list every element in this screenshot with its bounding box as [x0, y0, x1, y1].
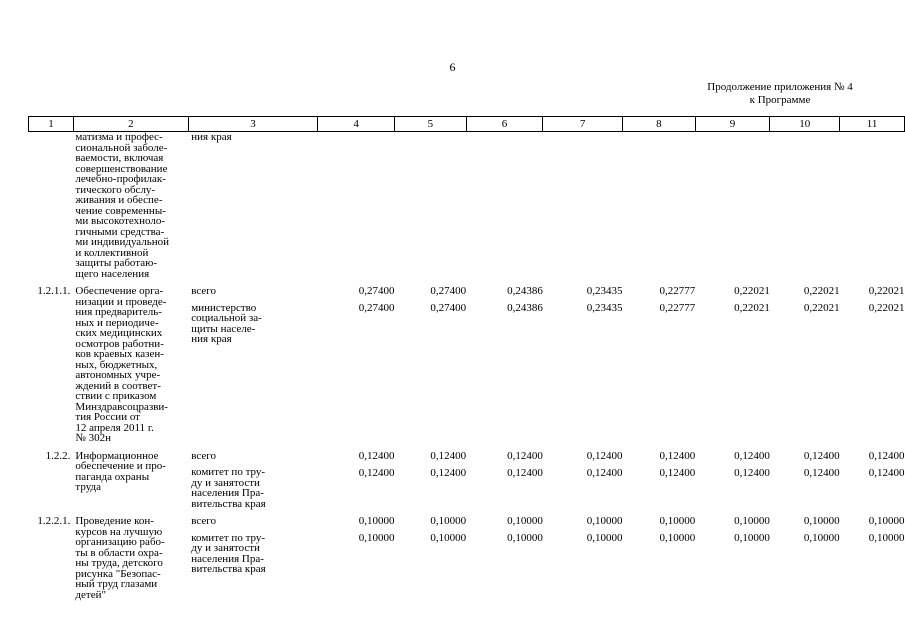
- row-number: 1.2.1.1.: [37, 285, 71, 297]
- measure-name-line: № 302н: [75, 432, 112, 444]
- value-cell: [318, 286, 395, 444]
- column-header: 3: [188, 117, 318, 132]
- value: 0,27400: [430, 285, 467, 297]
- value: 0,12400: [507, 466, 543, 479]
- executor-line: ния края: [191, 333, 232, 345]
- value-cell: [770, 451, 840, 510]
- measure-name: [73, 132, 188, 280]
- value: 0,22777: [659, 302, 696, 314]
- value-cell: [466, 516, 543, 600]
- measure-name-line: и коллективной: [75, 246, 149, 259]
- value-cell: [394, 132, 466, 280]
- value-cell: [543, 451, 623, 510]
- executor-block: [191, 451, 318, 462]
- measure-name-line: Информационное: [75, 449, 159, 462]
- value-cell: [695, 132, 770, 280]
- measure-name-line: лечебно-профилак-: [75, 173, 166, 185]
- value-cell: [623, 132, 696, 280]
- column-number-row: [29, 117, 905, 132]
- value: 0,22777: [659, 285, 696, 297]
- value: 0,10000: [430, 532, 467, 544]
- value-cell: [623, 451, 696, 510]
- measure-name-line: Минздравсоцразви-: [75, 400, 168, 413]
- measure-name-line: рисунка "Безопас-: [75, 567, 161, 580]
- value: 0,23435: [586, 302, 623, 314]
- measure-name-line: ты в области охра-: [75, 546, 163, 559]
- column-header: 2: [73, 117, 188, 132]
- measure-name-line: ских медицинских: [75, 327, 163, 339]
- measure-name-line: живания и обеспе-: [75, 194, 163, 206]
- executor: [188, 132, 318, 280]
- value-cell: [770, 286, 840, 444]
- value: 0,27400: [430, 302, 467, 314]
- column-header: 11: [840, 117, 905, 132]
- table-row: [29, 516, 905, 600]
- executor-line: социальной за-: [191, 312, 262, 324]
- continuation-note: [640, 81, 905, 107]
- value: 0,10000: [803, 532, 840, 544]
- measure-name-line: 12 апреля 2011 г.: [75, 421, 154, 434]
- executor-line: комитет по тру-: [191, 531, 266, 544]
- value: 0,22021: [734, 285, 770, 297]
- executor-block: [191, 303, 318, 345]
- executor-block: [191, 286, 318, 297]
- measure-name-line: ми индивидуальной: [75, 236, 170, 248]
- executor-line: вительства края: [191, 497, 266, 510]
- value: 0,12400: [868, 466, 905, 479]
- continuation-line-1: Продолжение приложения № 4: [707, 81, 853, 93]
- value: 0,10000: [586, 532, 623, 544]
- measure-name-line: чение современны-: [75, 204, 166, 217]
- row-number: 1.2.2.: [45, 449, 71, 462]
- measure-name-line: автономных учре-: [75, 369, 161, 381]
- executor-line: ния края: [191, 131, 232, 143]
- executor-line: населения Пра-: [191, 552, 264, 565]
- table-row: [29, 451, 905, 510]
- measure-name-line: тического обслу-: [75, 183, 156, 196]
- measure-name-line: ждений в соответ-: [75, 379, 161, 392]
- value: 0,12400: [586, 449, 623, 462]
- value: 0,10000: [803, 515, 840, 527]
- value-cell: [695, 451, 770, 510]
- measure-name: [73, 516, 188, 600]
- column-header: 10: [770, 117, 840, 132]
- value: 0,12400: [734, 466, 770, 479]
- value: 0,24386: [507, 302, 543, 314]
- continuation-line-2: к Программе: [749, 94, 811, 106]
- value: 0,10000: [868, 532, 905, 544]
- measure-name-line: матизма и профес-: [75, 131, 163, 143]
- value: 0,27400: [358, 285, 395, 297]
- value: 0,12400: [507, 449, 543, 462]
- executor-block: [191, 516, 318, 527]
- column-header: 8: [623, 117, 696, 132]
- value: 0,24386: [507, 285, 543, 297]
- table-row: [29, 286, 905, 444]
- executor: [188, 516, 318, 600]
- measure-name-line: Обеспечение орга-: [75, 285, 164, 297]
- value: 0,10000: [507, 515, 543, 527]
- executor-line: ду и занятости: [191, 542, 260, 554]
- row-spacer: [29, 444, 905, 451]
- row-number: [29, 132, 74, 280]
- value: 0,22021: [803, 285, 840, 297]
- value: 0,10000: [734, 515, 770, 527]
- measure-name-line: ных и периодиче-: [75, 316, 159, 329]
- value: 0,10000: [430, 515, 467, 527]
- value-cell: [840, 451, 905, 510]
- value-cell: [543, 286, 623, 444]
- measure-name-line: осмотров работни-: [75, 337, 164, 350]
- table-body: [29, 132, 905, 601]
- value: 0,22021: [734, 302, 770, 314]
- value-cell: [840, 132, 905, 280]
- column-header: 7: [543, 117, 623, 132]
- executor-line: всего: [191, 449, 217, 462]
- value-cell: [695, 516, 770, 600]
- row-spacer: [29, 509, 905, 516]
- executor-line: министерство: [191, 301, 257, 314]
- executor: [188, 451, 318, 510]
- value: 0,12400: [803, 449, 840, 462]
- measure-name-line: совершенствование: [75, 162, 168, 175]
- value: 0,12400: [734, 449, 770, 462]
- value-cell: [840, 516, 905, 600]
- measure-name-line: ми высокотехноло-: [75, 215, 166, 227]
- value: 0,10000: [358, 515, 395, 527]
- value: 0,10000: [659, 532, 696, 544]
- measure-name-line: сиональной заболе-: [75, 141, 168, 154]
- row-spacer-cell: [29, 444, 905, 451]
- executor-line: всего: [191, 285, 217, 297]
- measure-name-line: труда: [75, 481, 102, 493]
- value: 0,10000: [358, 532, 395, 544]
- executor: [188, 286, 318, 444]
- value: 0,27400: [358, 302, 395, 314]
- value: 0,22021: [868, 302, 905, 314]
- measure-name-line: ны труда, детского: [75, 557, 163, 569]
- value: 0,10000: [734, 532, 770, 544]
- measure-name-line: низации и проведе-: [75, 295, 167, 308]
- value: 0,12400: [358, 466, 395, 479]
- value-cell: [318, 132, 395, 280]
- value: 0,12400: [659, 466, 696, 479]
- value: 0,12400: [868, 449, 905, 462]
- value-cell: [394, 451, 466, 510]
- column-header: 6: [466, 117, 543, 132]
- value-cell: [840, 286, 905, 444]
- measure-name-line: детей": [75, 588, 106, 601]
- value: 0,22021: [803, 302, 840, 314]
- page-number: 6: [449, 60, 456, 74]
- measure-name-line: ствии с приказом: [75, 390, 157, 402]
- column-header: 5: [394, 117, 466, 132]
- value: 0,12400: [358, 449, 395, 462]
- value-cell: [770, 516, 840, 600]
- value-cell: [543, 516, 623, 600]
- column-header: 1: [29, 117, 74, 132]
- executor-line: вительства края: [191, 563, 266, 575]
- value: 0,12400: [586, 466, 623, 479]
- value: 0,22021: [868, 285, 905, 297]
- value: 0,12400: [430, 449, 467, 462]
- measure-name-line: гичными средства-: [75, 225, 165, 238]
- measure-name-line: тия России от: [75, 411, 140, 423]
- value-cell: [466, 132, 543, 280]
- value: 0,10000: [659, 515, 696, 527]
- value-cell: [318, 451, 395, 510]
- value-cell: [695, 286, 770, 444]
- value: 0,10000: [586, 515, 623, 527]
- measure-name: [73, 451, 188, 510]
- table-row: [29, 132, 905, 280]
- executor-line: всего: [191, 515, 217, 527]
- value-cell: [623, 516, 696, 600]
- value: 0,12400: [430, 466, 467, 479]
- executor-block: [191, 132, 318, 143]
- executor-line: ду и занятости: [191, 476, 260, 489]
- row-number: 1.2.2.1.: [37, 515, 71, 527]
- value-cell: [770, 132, 840, 280]
- executor-block: [191, 533, 318, 575]
- measure-name-line: ков краевых казен-: [75, 348, 164, 360]
- measure-name-line: обеспечение и про-: [75, 460, 166, 472]
- measure-name-line: щего населения: [75, 267, 150, 280]
- value: 0,12400: [659, 449, 696, 462]
- value-cell: [623, 286, 696, 444]
- value: 0,12400: [803, 466, 840, 479]
- measure-name-line: организацию рабо-: [75, 536, 165, 548]
- measure-name: [73, 286, 188, 444]
- executor-line: щиты населе-: [191, 322, 256, 335]
- value-cell: [394, 516, 466, 600]
- measure-name-line: ный труд глазами: [75, 578, 158, 590]
- measure-name-line: ных, бюджетных,: [75, 358, 158, 371]
- measure-name-line: курсов на лучшую: [75, 525, 163, 538]
- executor-line: комитет по тру-: [191, 466, 266, 478]
- value-cell: [466, 451, 543, 510]
- value-cell: [543, 132, 623, 280]
- value: 0,10000: [868, 515, 905, 527]
- value-cell: [318, 516, 395, 600]
- row-spacer-cell: [29, 509, 905, 516]
- value-cell: [466, 286, 543, 444]
- measure-name-line: ния предваритель-: [75, 306, 162, 318]
- measure-name-line: ваемости, включая: [75, 152, 164, 164]
- value: 0,23435: [586, 285, 623, 297]
- column-header: 4: [318, 117, 395, 132]
- program-table: [28, 116, 905, 600]
- measure-name-line: защиты работаю-: [75, 257, 157, 269]
- executor-line: населения Пра-: [191, 487, 264, 499]
- measure-name-line: Проведение кон-: [75, 515, 154, 527]
- column-header: 9: [695, 117, 770, 132]
- measure-name-line: паганда охраны: [75, 470, 150, 483]
- value: 0,10000: [507, 532, 543, 544]
- value-cell: [394, 286, 466, 444]
- executor-block: [191, 467, 318, 509]
